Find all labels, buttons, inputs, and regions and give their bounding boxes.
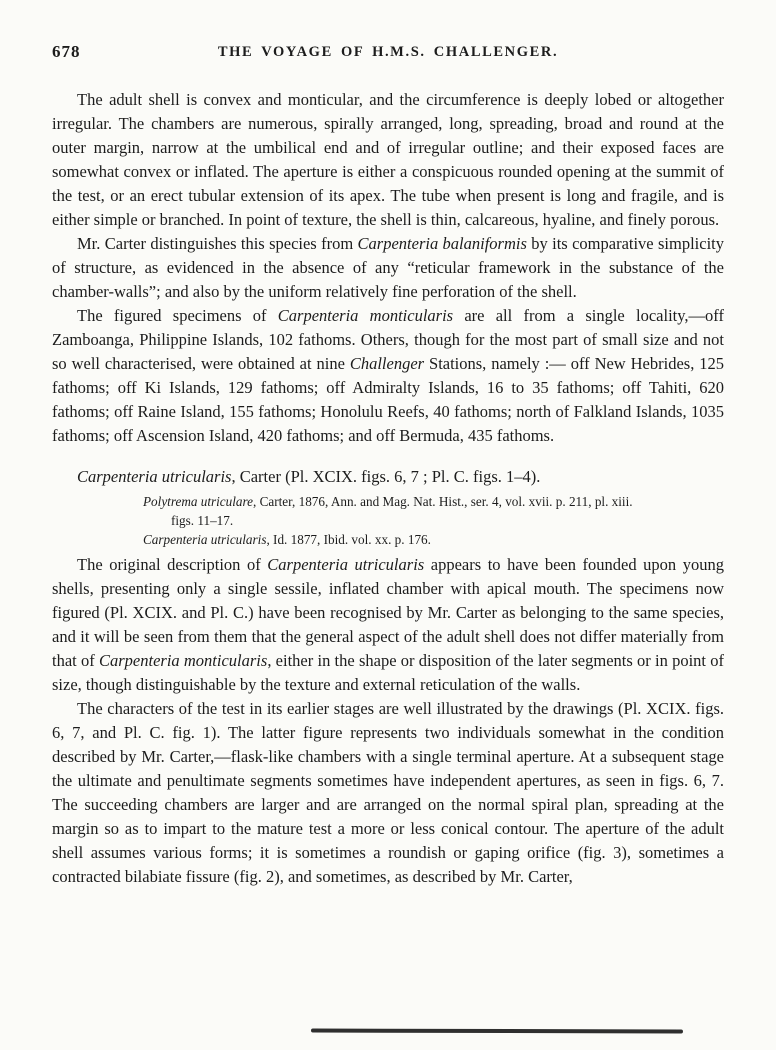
text-segment: Stations, namely :— off New Hebrides, 125 fathoms; off Ki Islands, 129 fathoms; off Admiralty Islands, 16 to 35 fathoms; off Tahiti, 620 fathoms; off Raine Island, 155 fathoms; Honolulu Reefs, 40 fathoms; north of Falkland Islands, 1035 fathoms; off Ascension Island, 420 fathoms; and off Bermuda, 435 fathoms.: [52, 354, 724, 445]
italic-text: Challenger: [349, 354, 425, 373]
text-segment: The original description of: [77, 555, 268, 574]
italic-text: Carpenteria utricularis: [143, 532, 267, 547]
text-segment: , Carter, 1876, Ann. and Mag. Nat. Hist., ser. 4, vol. xvii. p. 211, pl. xiii.: [253, 494, 633, 509]
paragraph-carter-comparison: [52, 232, 724, 304]
text-segment: The figured specimens of: [77, 306, 278, 325]
italic-text: Carpenteria utricularis: [77, 467, 232, 486]
page-number: 678: [52, 42, 81, 61]
species-heading: [52, 465, 724, 489]
paragraph-original-description: [52, 553, 724, 697]
text-segment: figs. 11–17.: [171, 513, 234, 528]
text-segment: The characters of the test in its earlier stages are well illustrated by the drawings (Pl. XCIX. figs. 6, 7, and Pl. C. fig. 1). The latter figure represents two individuals somewhat in the condition described by Mr. Carter,—flask-like chambers with a single terminal aperture. At a subsequent stage the ultimate and penultimate segments sometimes have independent apertures, as seen in figs. 6, 7. The succeeding chambers are larger and are arranged on the normal spiral plan, spreading at the margin so as to impart to the mature test a more or less conical contour. The aperture of the adult shell assumes various forms; it is sometimes a roundish or gaping orifice (fig. 3), sometimes a contracted bilabiate fissure (fig. 2), and sometimes, as described by Mr. Carter,: [52, 699, 724, 886]
text-segment: appears to have been founded upon young shells, presenting only a single sessile, inflated chamber with apical mouth. The specimens now figured (Pl. XCIX. and Pl. C.) have been recognised by Mr. Carter as belonging to the same species, and it will be seen from them that the general aspect of the adult shell does not differ materially from that of: [52, 555, 724, 670]
page-header: [52, 42, 724, 64]
text-segment: , Id. 1877, Ibid. vol. xx. p. 176.: [266, 532, 431, 547]
paragraph-shell-description: [52, 88, 724, 232]
text-segment: , either in the shape or disposition of the later segments or in point of size, though distinguishable by the texture and external reticulation of the walls.: [52, 651, 724, 694]
italic-text: Carpenteria monticularis: [277, 306, 454, 325]
text-segment: by its comparative simplicity of structure, as evidenced in the absence of any “reticular framework in the substance of the chamber-walls”; and also by the uniform relatively fine perforation of the shell.: [52, 234, 724, 301]
page-body: [52, 88, 724, 889]
text-segment: Mr. Carter distinguishes this species from: [77, 234, 358, 253]
synonymy-list: [52, 492, 724, 549]
italic-text: Carpenteria balaniformis: [357, 234, 527, 253]
scan-artifact: [311, 1029, 683, 1034]
italic-text: Carpenteria monticularis: [98, 651, 268, 670]
synonymy-line: [143, 492, 724, 511]
paragraph-figured-specimens: [52, 304, 724, 448]
italic-text: Polytrema utriculare: [143, 494, 253, 509]
text-segment: The adult shell is convex and monticular, and the circumference is deeply lobed or altogether irregular. The chambers are numerous, spirally arranged, long, spreading, broad and round at the outer margin, narrow at the umbilical end and of irregular outline; and their exposed faces are somewhat convex or inflated. The aperture is either a conspicuous rounded opening at the summit of the test, or an erect tubular extension of its apex. The tube when present is long and fragile, and is either simple or branched. In point of texture, the shell is thin, calcareous, hyaline, and finely porous.: [52, 90, 724, 229]
text-segment: , Carter (Pl. XCIX. figs. 6, 7 ; Pl. C. figs. 1–4).: [231, 467, 541, 486]
running-title: THE VOYAGE OF H.M.S. CHALLENGER.: [217, 44, 559, 60]
synonymy-line: [143, 530, 724, 549]
synonymy-line-continuation: [171, 511, 724, 530]
italic-text: Carpenteria utricularis: [267, 555, 425, 574]
text-segment: are all from a single locality,—off Zamboanga, Philippine Islands, 102 fathoms. Others, though for the most part of small size and not so well characterised, were obtained at nine: [52, 306, 724, 373]
paragraph-test-characters: [52, 697, 724, 889]
